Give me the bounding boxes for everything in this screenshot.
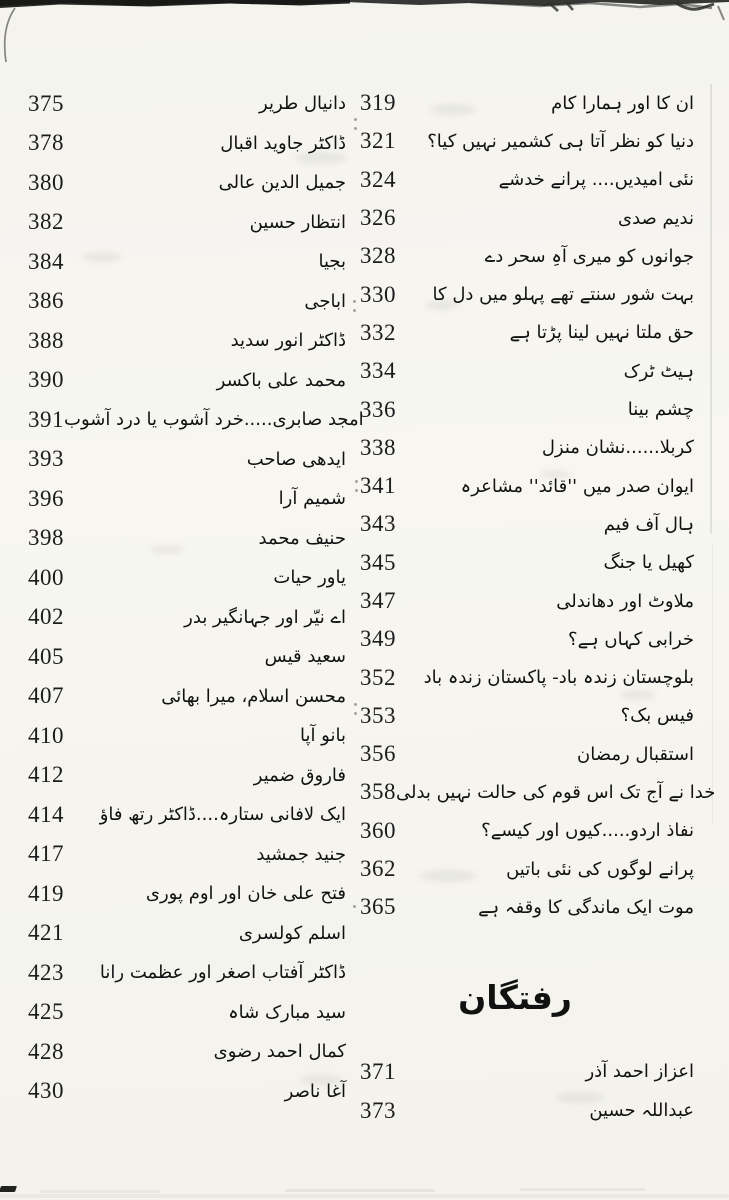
page-number: 356 — [360, 741, 396, 767]
page-number: 378 — [28, 130, 64, 156]
entry-title: ایک لافانی ستارہ....ڈاکٹر رتھ فاؤ — [99, 804, 346, 826]
scan-corner-curve — [0, 8, 22, 72]
ink-dot — [354, 118, 357, 121]
page-number: 388 — [28, 327, 64, 353]
toc-entry — [360, 735, 694, 773]
entry-title: آغا ناصر — [284, 1080, 346, 1102]
entry-title: نفاذ اردو.....کیوں اور کیسے؟ — [481, 820, 694, 842]
toc-entry — [360, 390, 694, 428]
scan-mark-bottom-left — [0, 1186, 17, 1192]
page-number: 425 — [28, 999, 64, 1025]
entry-title: خدا نے آج تک اس قوم کی حالت نہیں بدلی — [396, 781, 716, 803]
entry-title: اعزاز احمد آذر — [585, 1061, 694, 1082]
toc-entry — [360, 161, 694, 199]
page-number: 396 — [28, 485, 64, 511]
entry-title: عبداللہ حسین — [589, 1100, 694, 1121]
page-number: 380 — [28, 169, 64, 195]
toc-entry — [360, 122, 694, 160]
entry-title: نئی امیدیں.... پرانے خدشے — [498, 169, 694, 191]
entry-title: حنیف محمد — [258, 527, 346, 549]
toc-column-right — [360, 84, 716, 927]
entry-title: ملاوٹ اور دھاندلی — [556, 590, 694, 612]
entry-title: ڈاکٹر آفتاب اصغر اور عظمت رانا — [99, 962, 346, 984]
page-number: 319 — [360, 90, 396, 116]
entry-title: دانیال طریر — [259, 93, 346, 115]
page-number: 391 — [28, 406, 64, 432]
toc-entry — [360, 544, 694, 582]
entry-title: ڈاکٹر انور سدید — [230, 330, 346, 352]
toc-entry — [360, 620, 694, 658]
page-number: 412 — [28, 762, 64, 788]
page-number: 328 — [360, 243, 396, 269]
entry-title: ہیٹ ٹرک — [623, 360, 694, 382]
page-number: 347 — [360, 588, 396, 613]
ink-dot — [353, 905, 356, 908]
ink-dot — [354, 703, 357, 706]
page-number: 410 — [28, 722, 64, 748]
entry-title: بجیا — [318, 251, 346, 273]
page-number: 430 — [28, 1078, 64, 1104]
toc-entry — [360, 812, 694, 850]
page-number: 419 — [28, 880, 64, 906]
page-number: 358 — [360, 779, 396, 805]
page-number: 417 — [28, 841, 64, 867]
page-number: 353 — [360, 702, 396, 728]
entry-title: شمیم آرا — [278, 488, 346, 510]
entry-title: ندیم صدی — [618, 207, 694, 229]
toc-entry — [28, 124, 346, 164]
entry-title: کربلا......نشان منزل — [541, 437, 694, 459]
page-number: 428 — [28, 1038, 64, 1064]
toc-entry — [360, 658, 694, 696]
ink-dot — [355, 480, 358, 483]
scan-streak — [520, 1188, 645, 1191]
ink-dot — [353, 309, 356, 312]
entry-title: کمال احمد رضوی — [213, 1041, 346, 1063]
entry-title: موت ایک ماندگی کا وقفہ ہے — [478, 896, 694, 918]
page-number: 330 — [360, 281, 396, 307]
toc-entry — [360, 237, 694, 275]
toc-entry — [28, 203, 346, 243]
entry-title: جنید جمشید — [256, 843, 346, 865]
toc-entry — [360, 429, 694, 467]
entry-title: سعید قیس — [264, 646, 346, 668]
entry-title: دنیا کو نظر آتا ہی کشمیر نہیں کیا؟ — [427, 130, 694, 152]
entry-title: فیس بک؟ — [620, 705, 694, 727]
toc-entry — [28, 282, 346, 322]
entry-title: یاور حیات — [273, 567, 346, 589]
toc-column-departed — [360, 1052, 694, 1130]
entry-title: بہت شور سنتے تھے پہلو میں دل کا — [432, 284, 694, 306]
toc-entry — [28, 598, 346, 638]
page-number: 326 — [360, 205, 396, 231]
page-number: 373 — [360, 1097, 396, 1123]
entry-title: جوانوں کو میری آہِ سحر دے — [484, 245, 694, 267]
entry-title: ایدھی صاحب — [246, 448, 346, 470]
page-number: 365 — [360, 894, 396, 920]
entry-title: بلوچستان زندہ باد- پاکستان زندہ باد — [423, 667, 694, 689]
page-number: 386 — [28, 288, 64, 314]
toc-entry — [360, 199, 694, 237]
toc-entry — [28, 163, 346, 203]
entry-title: جمیل الدین عالی — [218, 172, 346, 194]
toc-entry — [28, 242, 346, 282]
toc-entry — [360, 888, 694, 926]
toc-entry — [28, 321, 346, 361]
entry-title: محسن اسلام، میرا بھائی — [161, 685, 346, 707]
toc-entry — [28, 361, 346, 401]
page-number: 336 — [360, 396, 396, 422]
page-number: 382 — [28, 209, 64, 235]
toc-entry — [360, 275, 694, 313]
toc-entry — [28, 914, 346, 954]
page-number: 324 — [360, 166, 396, 192]
page-number: 334 — [360, 358, 396, 384]
section-heading-raftagan: رفتگان — [458, 978, 572, 1017]
toc-entry — [28, 953, 346, 993]
toc-column-left — [28, 84, 364, 1111]
entry-title: پرانے لوگوں کی نئی باتیں — [506, 858, 694, 880]
toc-entry — [28, 1072, 346, 1112]
ink-dot — [355, 489, 358, 492]
toc-entry — [360, 582, 694, 620]
scan-edge-top — [0, 0, 729, 24]
toc-entry — [28, 874, 346, 914]
entry-title: اے نیّر اور جہانگیر بدر — [184, 606, 346, 628]
scan-streak — [285, 1189, 435, 1192]
entry-title: امجد صابری.....خرد آشوب یا درد آشوب — [64, 409, 364, 431]
page-number: 371 — [360, 1058, 396, 1084]
page-number: 349 — [360, 626, 396, 652]
page-number: 338 — [360, 434, 396, 460]
page-number: 405 — [28, 643, 64, 669]
toc-entry — [28, 993, 346, 1033]
entry-title: سید مبارک شاہ — [228, 1001, 346, 1023]
entry-title: فتح علی خان اور اوم پوری — [145, 883, 346, 905]
scan-streak — [0, 1194, 729, 1198]
toc-entry — [28, 400, 364, 440]
entry-title: بانو آپا — [299, 725, 346, 747]
toc-entry — [28, 1032, 346, 1072]
page-number: 390 — [28, 367, 64, 393]
entry-title: خرابی کہاں ہے؟ — [568, 628, 694, 650]
page-number: 398 — [28, 525, 64, 551]
gutter-shadow-line — [710, 84, 712, 534]
toc-entry — [28, 756, 346, 796]
page-number: 423 — [28, 959, 64, 985]
page-number: 362 — [360, 856, 396, 882]
toc-entry — [360, 314, 694, 352]
entry-title: چشم بینا — [627, 399, 694, 421]
page-number: 400 — [28, 564, 64, 590]
entry-title: فاروق ضمیر — [253, 764, 346, 786]
page-number: 384 — [28, 248, 64, 274]
toc-entry — [28, 479, 346, 519]
toc-entry — [28, 677, 346, 717]
toc-entry — [28, 835, 346, 875]
entry-title: حق ملتا نہیں لینا پڑتا ہے — [509, 322, 694, 344]
entry-title: ڈاکٹر جاوید اقبال — [220, 132, 346, 154]
page-number: 375 — [28, 90, 64, 116]
entry-title: کھیل یا جنگ — [603, 552, 694, 574]
page-number: 407 — [28, 683, 64, 709]
entry-title: محمد علی باکسر — [216, 369, 346, 391]
toc-entry — [28, 519, 346, 559]
page-number: 345 — [360, 549, 396, 575]
toc-entry — [28, 558, 346, 598]
toc-entry — [28, 795, 346, 835]
toc-entry — [360, 467, 694, 505]
entry-title: اسلم کولسری — [238, 922, 346, 944]
ink-dot — [353, 300, 356, 303]
page-number: 321 — [360, 128, 396, 154]
toc-entry — [360, 773, 716, 811]
entry-title: ہال آف فیم — [603, 513, 694, 535]
page-number: 352 — [360, 664, 396, 690]
page-number: 341 — [360, 473, 396, 499]
entry-title: ان کا اور ہمارا کام — [551, 92, 694, 114]
toc-entry — [28, 84, 346, 124]
page-number: 421 — [28, 920, 64, 946]
ink-dot — [354, 127, 357, 130]
entry-title: انتظار حسین — [249, 211, 346, 233]
scan-streak — [40, 1190, 160, 1193]
toc-entry — [28, 637, 346, 677]
toc-entry — [360, 352, 694, 390]
entry-title: ایوان صدر میں ''قائد'' مشاعرہ — [460, 475, 694, 497]
page-number: 343 — [360, 511, 396, 537]
entry-title: اباجی — [304, 290, 346, 312]
entry-title: استقبال رمضان — [577, 743, 694, 765]
toc-entry — [28, 440, 346, 480]
page-number: 360 — [360, 817, 396, 843]
page-number: 332 — [360, 319, 396, 345]
toc-entry — [360, 505, 694, 543]
toc-entry — [360, 1091, 694, 1130]
page-number: 402 — [28, 604, 64, 630]
toc-entry — [360, 850, 694, 888]
page-number: 393 — [28, 446, 64, 472]
toc-entry — [360, 1052, 694, 1091]
page-number: 414 — [28, 801, 64, 827]
toc-entry — [28, 716, 346, 756]
toc-entry — [360, 84, 694, 122]
ink-dot — [354, 712, 357, 715]
toc-entry — [360, 697, 694, 735]
